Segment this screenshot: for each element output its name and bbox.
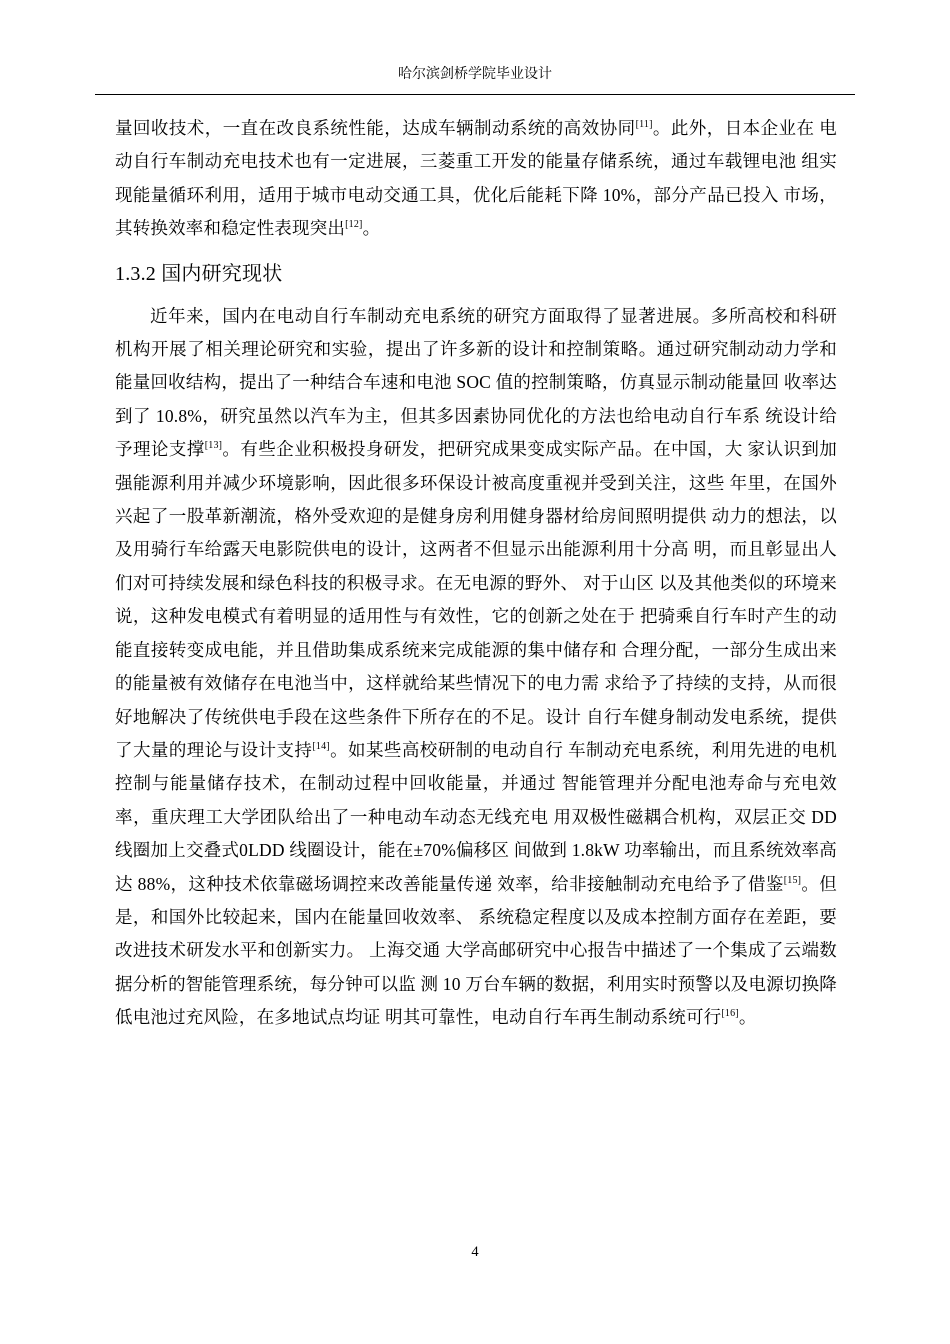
citation-ref: [13]: [204, 440, 223, 452]
text-run: 。此外，日本企业在 电动自行车制动充电技术也有一定进展，三菱重工开发的能量存储系统，通过车载锂电池 组实现能量循环利用，适用于城市电动交通工具，优化后能耗下降 10%，部分产品已投入 市场，其转换效率和稳定性表现突出: [115, 118, 837, 239]
paragraph-domestic-research: [115, 300, 837, 1035]
paragraph-international-research: [115, 112, 837, 246]
citation-ref: [15]: [783, 874, 802, 886]
text-run: 量回收技术，一直在改良系统性能，达成车辆制动系统的高效协同: [115, 118, 636, 138]
text-run: 。如某些高校研制的电动自行 车制动充电系统，利用先进的电机控制与能量储存技术，在制动过程中回收能量，并通过 智能管理并分配电池寿命与充电效率，重庆理工大学团队给出了一种电动车动态无线充电 用双极性磁耦合机构，双层正交 DD 线圈加上交叠式0LDD 线圈设计，能在±70%偏移区 间做到 1.8kW 功率输出，而且系统效率高达 88%，这种技术依靠磁场调控来改善能量传递 效率，给非接触制动充电给予了借鉴: [115, 739, 837, 894]
text-run: 近年来，国内在电动自行车制动充电系统的研究方面取得了显著进展。多所高校和科研机构开展了相关理论研究和实验，提出了许多新的设计和控制策略。通过研究制动动力学和能量回收结构，提出了一种结合车速和电池 SOC 值的控制策略，仿真显示制动能量回 收率达到了 10.8%，研究虽然以汽车为主，但其多因素协同优化的方法也给电动自行车系 统设计给予理论支撑: [115, 305, 837, 460]
citation-ref: [14]: [312, 741, 330, 753]
text-run: 。: [362, 218, 381, 239]
page-header: [95, 64, 855, 95]
page-footer: [0, 1242, 950, 1262]
text-run: 。有些企业积极投身研发，把研究成果变成实际产品。在中国，大 家认识到加强能源利用并减少环境影响，因此很多环保设计被高度重视并受到关注，这些 年里，在国外兴起了一股革新潮流，格外受欢迎的是健身房利用健身器材给房间照明提供 动力的想法，以及用骑行车给露天电影院供电的设计，这两者不但显示出能源利用十分高 明，而且彰显出人们对可持续发展和绿色科技的积极寻求。在无电源的野外、 对于山区 以及其他类似的环境来说，这种发电模式有着明显的适用性与有效性，它的创新之处在于 把骑乘自行车时产生的动能直接转变成电能，并且借助集成系统来完成能源的集中储存和 合理分配，一部分生成出来的能量被有效储存在电池当中，这样就给某些情况下的电力需 求给予了持续的支持，从而很好地解决了传统供电手段在这些条件下所存在的不足。设计 自行车健身制动发电系统，提供了大量的理论与设计支持: [115, 439, 838, 760]
citation-ref: [16]: [721, 1008, 739, 1020]
document-body: [115, 112, 837, 1035]
section-heading: 1.3.2 国内研究现状: [115, 262, 283, 285]
page-number: 4: [471, 1244, 479, 1260]
citation-ref: [12]: [345, 219, 363, 231]
citation-ref: [11]: [635, 119, 653, 131]
text-run: 。但是，和国外比较起来，国内在能量回收效率、 系统稳定程度以及成本控制方面存在差距，要改进技术研发水平和创新实力。 上海交通 大学高邮研究中心报告中描述了一个集成了云端数据分析的智能管理系统，每分钟可以监 测 10 万台车辆的数据，利用实时预警以及电源切换降低电池过充风险，在多地试点均证 明其可靠性，电动自行车再生制动系统可行: [115, 873, 837, 1028]
text-run: 。: [738, 1007, 757, 1028]
header-title: 哈尔滨剑桥学院毕业设计: [398, 67, 552, 82]
